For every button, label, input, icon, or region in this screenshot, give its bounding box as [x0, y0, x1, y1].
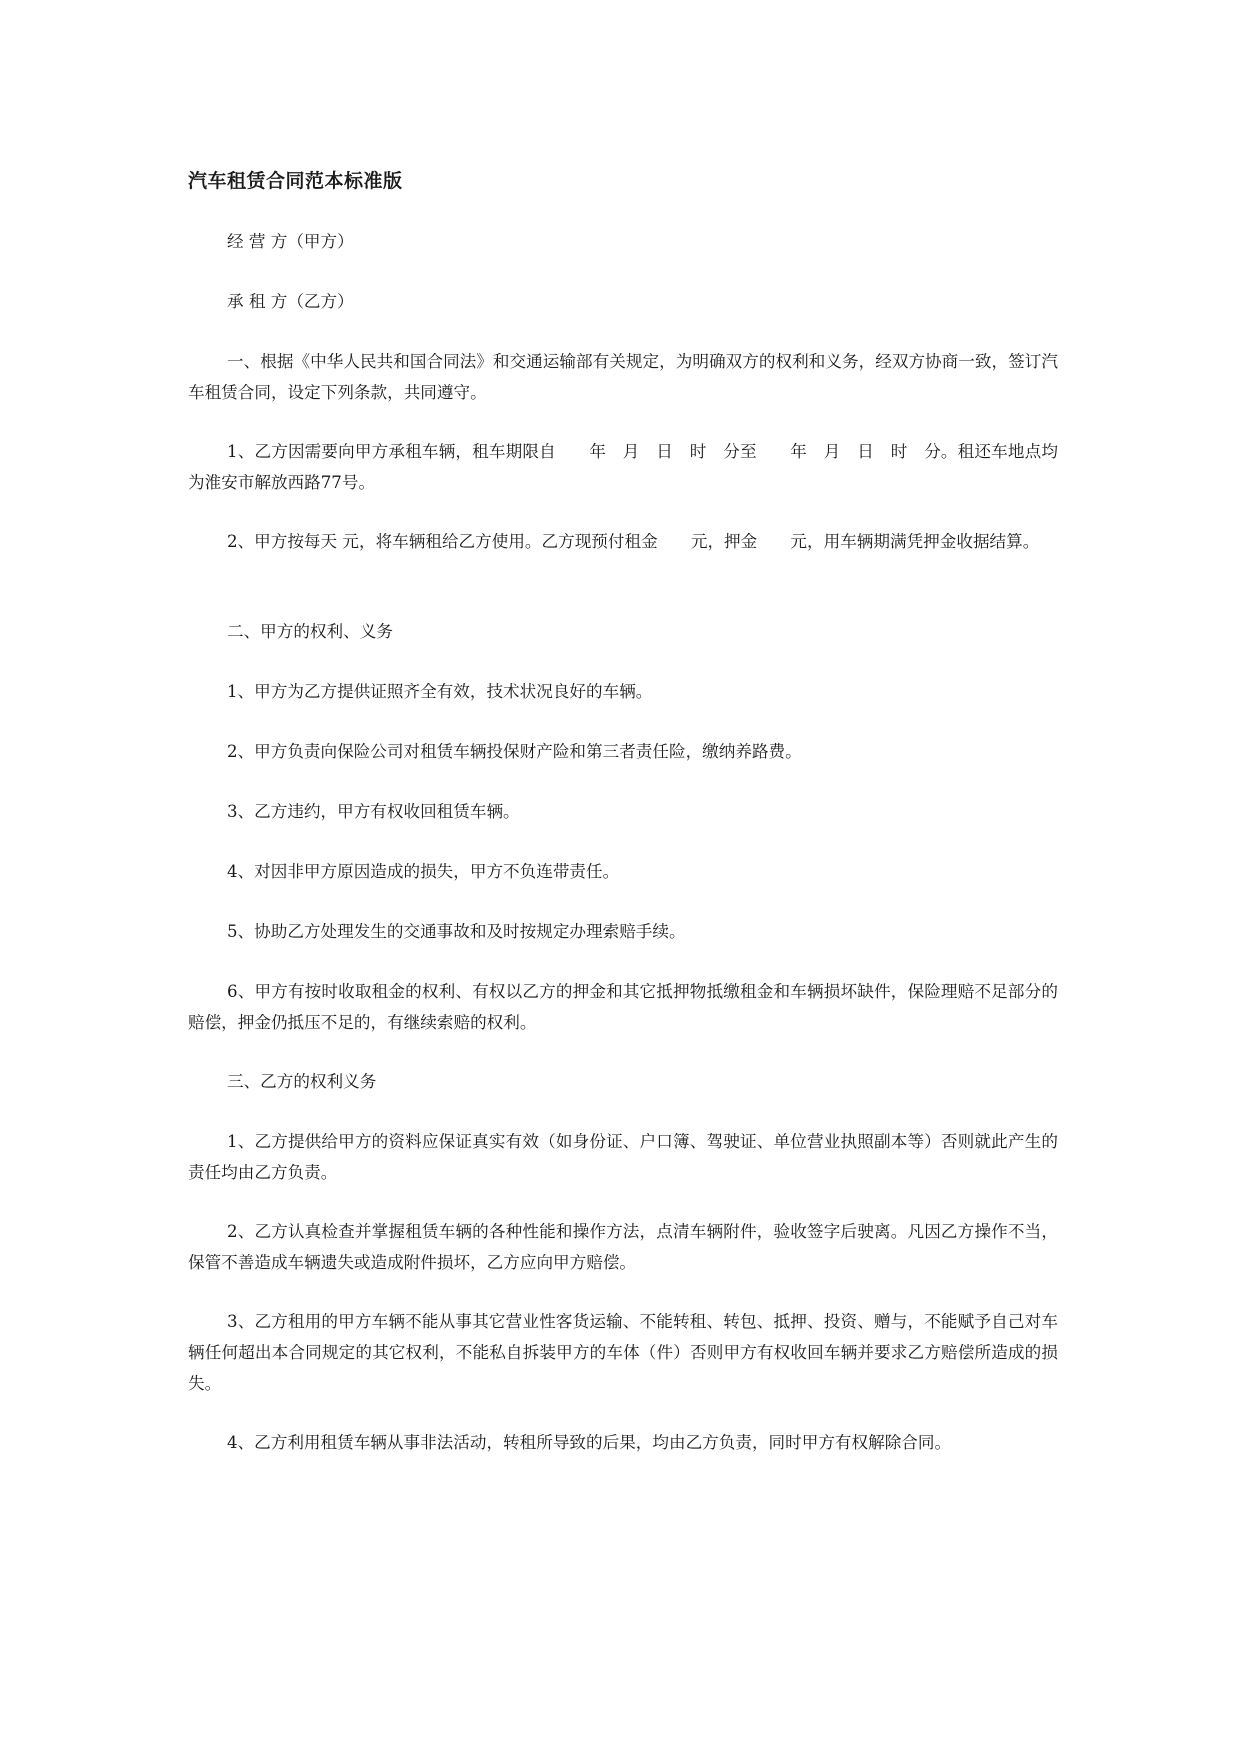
clause-1-item-2: 2、甲方按每天 元，将车辆租给乙方使用。乙方现预付租金 元，押金 元，用车辆期满凭押金收据结算。: [227, 532, 1040, 551]
section-2-item-6: 6、甲方有按时收取租金的权利、有权以乙方的押金和其它抵押物抵缴租金和车辆损坏缺件，保险理赔不足部分的赔偿，押金仍抵压不足的，有继续索赔的权利。: [188, 982, 1058, 1032]
section-2-item-2: 2、甲方负责向保险公司对租赁车辆投保财产险和第三者责任险，缴纳养路费。: [227, 742, 802, 761]
document-title: 汽车租赁合同范本标准版: [188, 170, 403, 192]
section-2-item-3: 3、乙方违约，甲方有权收回租赁车辆。: [227, 802, 520, 821]
section-3-item-4: 4、乙方利用租赁车辆从事非法活动，转租所导致的后果，均由乙方负责，同时甲方有权解除合同。: [227, 1433, 952, 1452]
section-3-item-2: 2、乙方认真检查并掌握租赁车辆的各种性能和操作方法，点清车辆附件，验收签字后驶离。凡因乙方操作不当，保管不善造成车辆遗失或造成附件损坏，乙方应向甲方赔偿。: [188, 1222, 1058, 1272]
document-page: [188, 0, 1058, 1754]
section-2-item-4: 4、对因非甲方原因造成的损失，甲方不负连带责任。: [227, 862, 620, 881]
clause-1-item-1: 1、乙方因需要向甲方承租车辆，租车期限自 年 月 日 时 分至 年 月 日 时 分。租还车地点均为淮安市解放西路77号。: [188, 442, 1058, 492]
party-b-line: 承 租 方（乙方）: [227, 292, 354, 311]
section-2-item-1: 1、甲方为乙方提供证照齐全有效，技术状况良好的车辆。: [227, 682, 653, 701]
clause-1-intro: 一、根据《中华人民共和国合同法》和交通运输部有关规定，为明确双方的权利和义务，经双方协商一致，签订汽车租赁合同，设定下列条款，共同遵守。: [188, 352, 1058, 402]
section-3-heading: 三、乙方的权利义务: [227, 1072, 377, 1091]
section-3-item-3: 3、乙方租用的甲方车辆不能从事其它营业性客货运输、不能转租、转包、抵押、投资、赠与，不能赋予自己对车辆任何超出本合同规定的其它权利，不能私自拆装甲方的车体（件）否则甲方有权收回车辆并要求乙方赔偿所造成的损失。: [188, 1312, 1058, 1393]
party-a-line: 经 营 方（甲方）: [227, 232, 354, 251]
section-2-heading: 二、甲方的权利、义务: [227, 622, 393, 641]
section-3-item-1: 1、乙方提供给甲方的资料应保证真实有效（如身份证、户口簿、驾驶证、单位营业执照副本等）否则就此产生的责任均由乙方负责。: [188, 1132, 1058, 1182]
section-2-item-5: 5、协助乙方处理发生的交通事故和及时按规定办理索赔手续。: [227, 922, 686, 941]
